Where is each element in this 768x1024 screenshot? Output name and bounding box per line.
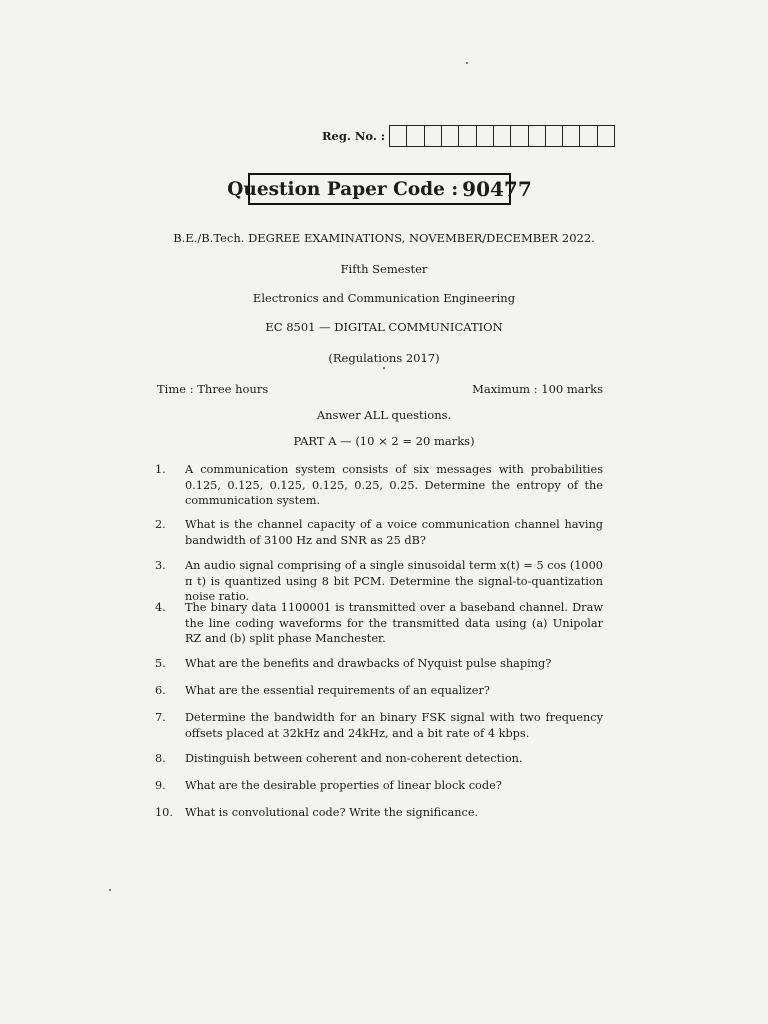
- question-item: [155, 558, 603, 605]
- question-item: [155, 656, 603, 672]
- question-item: [155, 751, 603, 767]
- reg-no-box: [477, 126, 494, 146]
- reg-no-box: [529, 126, 546, 146]
- question-text: Distinguish between coherent and non-coherent detection.: [185, 752, 523, 765]
- question-text: What are the benefits and drawbacks of Nyquist pulse shaping?: [185, 657, 552, 670]
- reg-no-label: Reg. No. :: [322, 129, 386, 143]
- question-text: What is the channel capacity of a voice communication channel having bandwidth of 3100 Hz and SNR as 25 dB?: [185, 518, 603, 547]
- part-heading: PART A — (10 × 2 = 20 marks): [293, 434, 475, 448]
- question-item: [155, 805, 603, 821]
- reg-no-box: [459, 126, 476, 146]
- scan-speck: [466, 62, 468, 64]
- question-number: 1.: [155, 463, 166, 476]
- question-text: Determine the bandwidth for an binary FSK signal with two frequency offsets placed at 32kHz and 24kHz, and a bit rate of 4 kbps.: [185, 711, 603, 740]
- reg-no-box: [598, 126, 614, 146]
- question-number: 6.: [155, 684, 166, 697]
- reg-no-box: [407, 126, 424, 146]
- department: Electronics and Communication Engineering: [252, 291, 516, 305]
- question-item: [155, 710, 603, 741]
- time-allowed: Time : Three hours: [157, 382, 269, 396]
- question-item: [155, 683, 603, 699]
- reg-no-box: [425, 126, 442, 146]
- question-number: 4.: [155, 601, 166, 614]
- maximum-marks: Maximum : 100 marks: [472, 382, 603, 396]
- question-number: 2.: [155, 518, 166, 531]
- question-number: 8.: [155, 752, 166, 765]
- question-item: [155, 462, 603, 509]
- instruction: Answer ALL questions.: [316, 408, 452, 422]
- question-paper-code: 90477: [462, 177, 532, 201]
- question-number: 7.: [155, 711, 166, 724]
- question-text: What are the essential requirements of an equalizer?: [185, 684, 490, 697]
- question-item: [155, 517, 603, 548]
- question-paper-code-label: Question Paper Code :: [227, 178, 459, 200]
- question-text: What is convolutional code? Write the significance.: [185, 806, 479, 819]
- reg-no-box: [390, 126, 407, 146]
- course-title: EC 8501 — DIGITAL COMMUNICATION: [265, 320, 503, 334]
- question-paper-code-box: [227, 173, 532, 205]
- reg-no-field: [322, 125, 615, 147]
- reg-no-box: [546, 126, 563, 146]
- reg-no-boxes: [389, 125, 615, 147]
- reg-no-box: [442, 126, 459, 146]
- scan-speck: [109, 889, 111, 891]
- question-text: The binary data 1100001 is transmitted over a baseband channel. Draw the line coding waveforms for the transmitted data using (a) Unipolar RZ and (b) split phase Manchester.: [185, 601, 603, 646]
- reg-no-box: [511, 126, 528, 146]
- question-number: 3.: [155, 559, 166, 572]
- question-text: What are the desirable properties of linear block code?: [185, 779, 502, 792]
- question-item: [155, 778, 603, 794]
- regulations: (Regulations 2017): [328, 351, 440, 365]
- question-number: 9.: [155, 779, 166, 792]
- question-text: A communication system consists of six messages with probabilities 0.125, 0.125, 0.125, 0.125, 0.25, 0.25. Determine the entropy of the communication system.: [185, 463, 603, 508]
- degree-line: B.E./B.Tech. DEGREE EXAMINATIONS, NOVEMBER/DECEMBER 2022.: [173, 231, 595, 245]
- question-number: 5.: [155, 657, 166, 670]
- question-number: 10.: [155, 806, 173, 819]
- reg-no-box: [580, 126, 597, 146]
- reg-no-box: [563, 126, 580, 146]
- question-item: [155, 600, 603, 647]
- question-text: An audio signal comprising of a single sinusoidal term x(t) = 5 cos (1000 π t) is quantized using 8 bit PCM. Determine the signal-to-quantization noise ratio.: [185, 559, 603, 604]
- reg-no-box: [494, 126, 511, 146]
- scan-speck: [383, 367, 385, 369]
- semester: Fifth Semester: [340, 262, 428, 276]
